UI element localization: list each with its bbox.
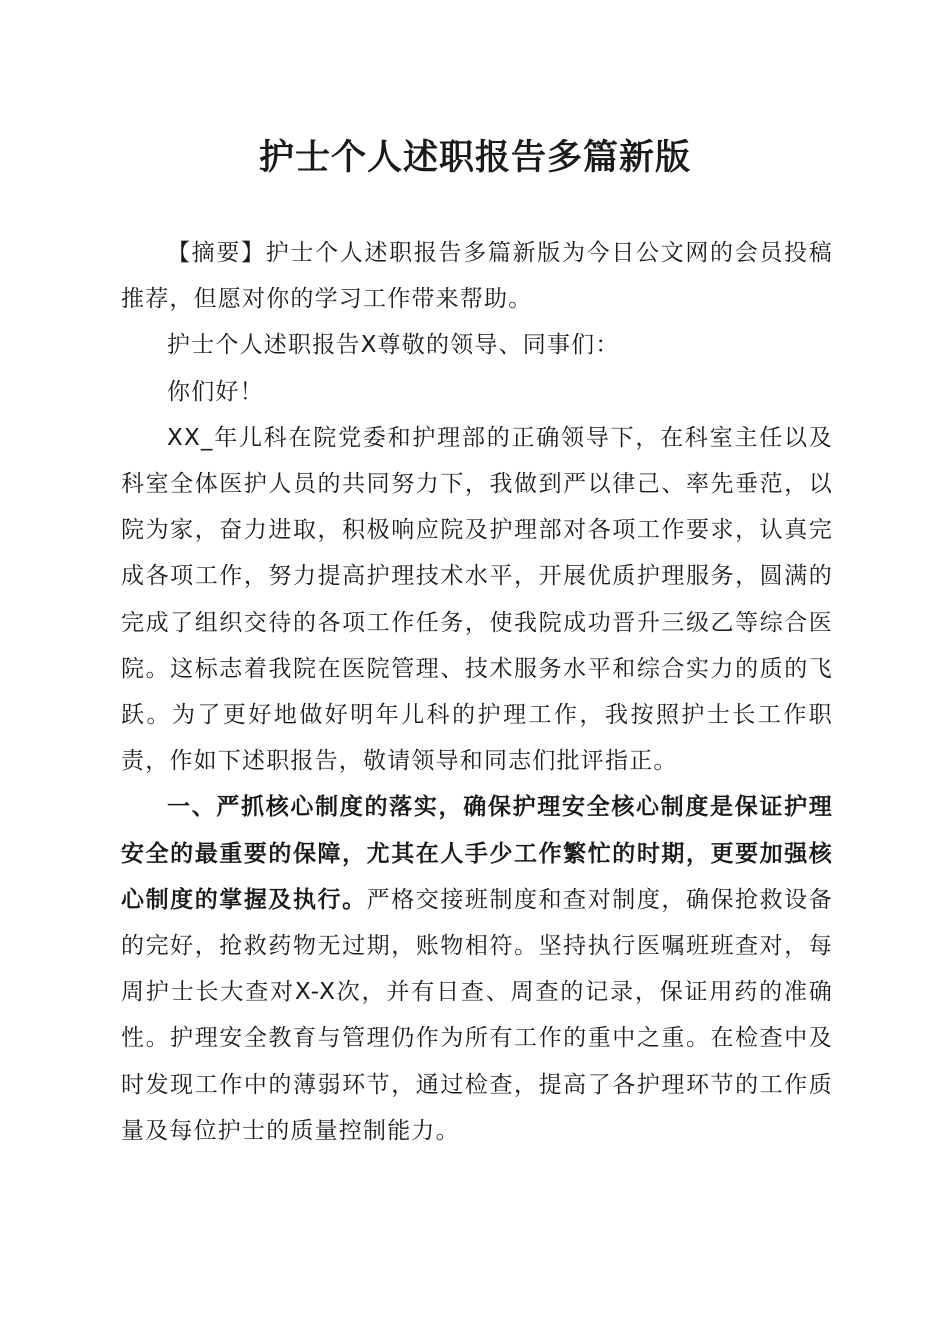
section-1-text: 严格交接班制度和查对制度，确保抢救设备的完好，抢救药物无过期，账物相符。坚持执行医嘱班班查对，每周护士长大查对X-X次，并有日查、周查的记录，保证用药的准确性。护理安全教育与管理仍作为所有工作的重中之重。在检查中及时发现工作中的薄弱环节，通过检查，提高了各护理环节的工作质量及每位护士的质量控制能力。: [121, 886, 833, 1144]
intro-paragraph: XX_年儿科在院党委和护理部的正确领导下，在科室主任以及科室全体医护人员的共同努力下，我做到严以律己、率先垂范，以院为家，奋力进取，积极响应院及护理部对各项工作要求，认真完成各项工作，努力提高护理技术水平，开展优质护理服务，圆满的完成了组织交待的各项工作任务，使我院成功晋升三级乙等综合医院。这标志着我院在医院管理、技术服务水平和综合实力的质的飞跃。为了更好地做好明年儿科的护理工作，我按照护士长工作职责，作如下述职报告，敬请领导和同志们批评指正。: [121, 424, 833, 775]
section-1-paragraph: [121, 784, 833, 1154]
salutation-paragraph: 护士个人述职报告X尊敬的领导、同事们：: [167, 332, 620, 359]
greeting-paragraph: 你们好！: [167, 378, 264, 405]
section-1-heading: 一、严抓核心制度的落实，确保护理安全核心制度是保证护理安全的最重要的保障，尤其在人手少工作繁忙的时期，更要加强核心制度的掌握及执行。: [121, 794, 833, 913]
abstract-paragraph: 【摘要】护士个人述职报告多篇新版为今日公文网的会员投稿推荐，但愿对你的学习工作带来帮助。: [121, 240, 833, 313]
document-body: [121, 230, 833, 1154]
document-title: 护士个人述职报告多篇新版: [258, 137, 691, 178]
